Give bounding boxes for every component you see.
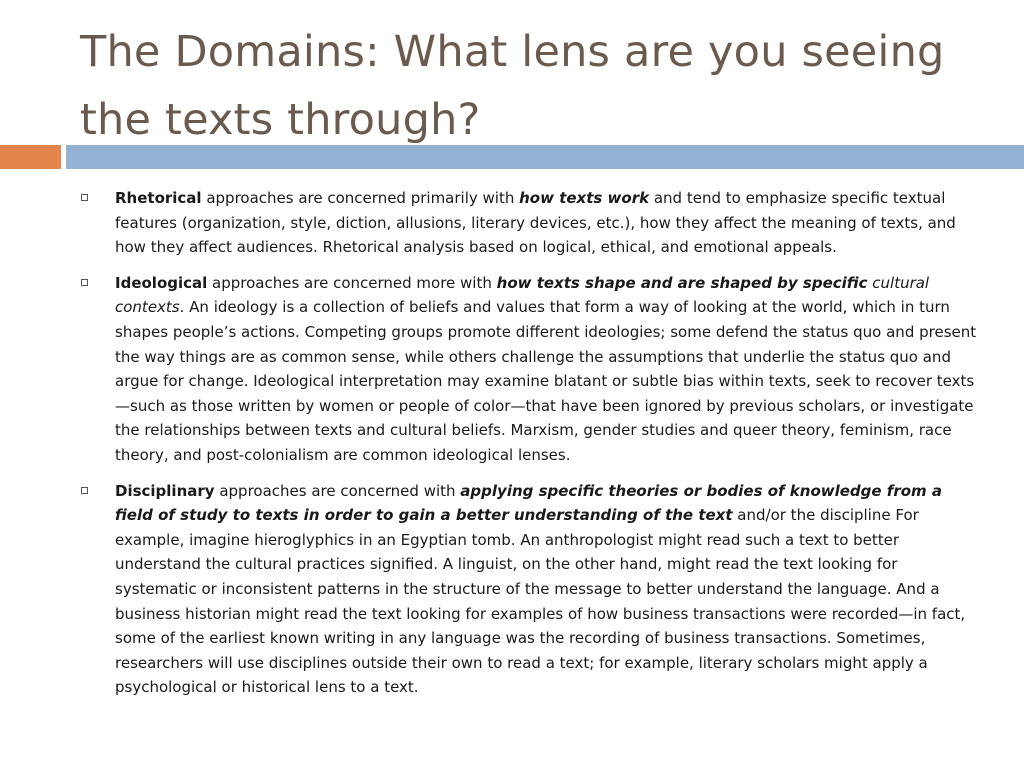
bullet-list xyxy=(78,186,978,711)
slide-title-line-1: The Domains: What lens are you seeing xyxy=(80,27,945,77)
accent-bar-blue xyxy=(66,145,1024,169)
bullet-item-ideological xyxy=(78,271,978,468)
bullet-text: . An ideology is a collection of beliefs and values that form a way of looking at the world, which in turn shapes people’s actions. Competing groups promote different ideologies; some defend the status quo and present the way things are as common sense, while others challenge the assumptions that underlie the status quo and argue for change. Ideological interpretation may examine blatant or subtle bias within texts, seek to recover texts—such as those written by women or people of color—that have been ignored by previous scholars, or investigate the relationships between texts and cultural beliefs. Marxism, gender studies and queer theory, feminism, race theory, and post-colonialism are common ideological lenses. xyxy=(115,298,977,464)
bullet-item-rhetorical xyxy=(78,186,978,260)
emphasis-text: applying specific theories or bodies of knowledge from a field of study to texts in order to gain a better understanding of the text xyxy=(115,481,943,525)
term-rhetorical: Rhetorical xyxy=(115,189,202,207)
term-ideological: Ideological xyxy=(115,273,208,292)
emphasis-text: how texts work xyxy=(519,189,650,207)
square-bullet-icon xyxy=(81,194,88,201)
bullet-text: and/or the discipline For example, imagine hieroglyphics in an Egyptian tomb. An anthropologist might read such a text to better understand the cultural practices signified. A linguist, on the other hand, might read the text looking for systematic or inconsistent patterns in the structure of the message to better understand the language. And a business historian might read the text looking for examples of how business transactions were recorded—in fact, some of the earliest known writing in any language was the recording of business transactions. Sometimes, researchers will use disciplines outside their own to read a text; for example, literary scholars might apply a psychological or historical lens to a text. xyxy=(115,506,966,697)
square-bullet-icon xyxy=(81,487,88,494)
bullet-text: approaches are concerned with xyxy=(214,481,461,500)
slide-title-line-2: the texts through? xyxy=(80,95,481,145)
bullet-item-disciplinary xyxy=(78,479,978,700)
bullet-text: approaches are concerned more with xyxy=(207,273,497,292)
italic-text: cultural contexts xyxy=(115,273,930,317)
square-bullet-icon xyxy=(81,279,88,286)
accent-bar-orange xyxy=(0,145,61,169)
slide-title xyxy=(80,18,1000,154)
term-disciplinary: Disciplinary xyxy=(115,481,215,500)
bullet-text: and tend to emphasize specific textual features (organization, style, diction, allusions, literary devices, etc.), how they affect the meaning of texts, and how they affect audiences. Rhetorical analysis based on logical, ethical, and emotional appeals. xyxy=(115,189,956,257)
emphasis-text: how texts shape and are shaped by specific xyxy=(496,273,868,292)
bullet-text: approaches are concerned primarily with xyxy=(201,189,520,207)
